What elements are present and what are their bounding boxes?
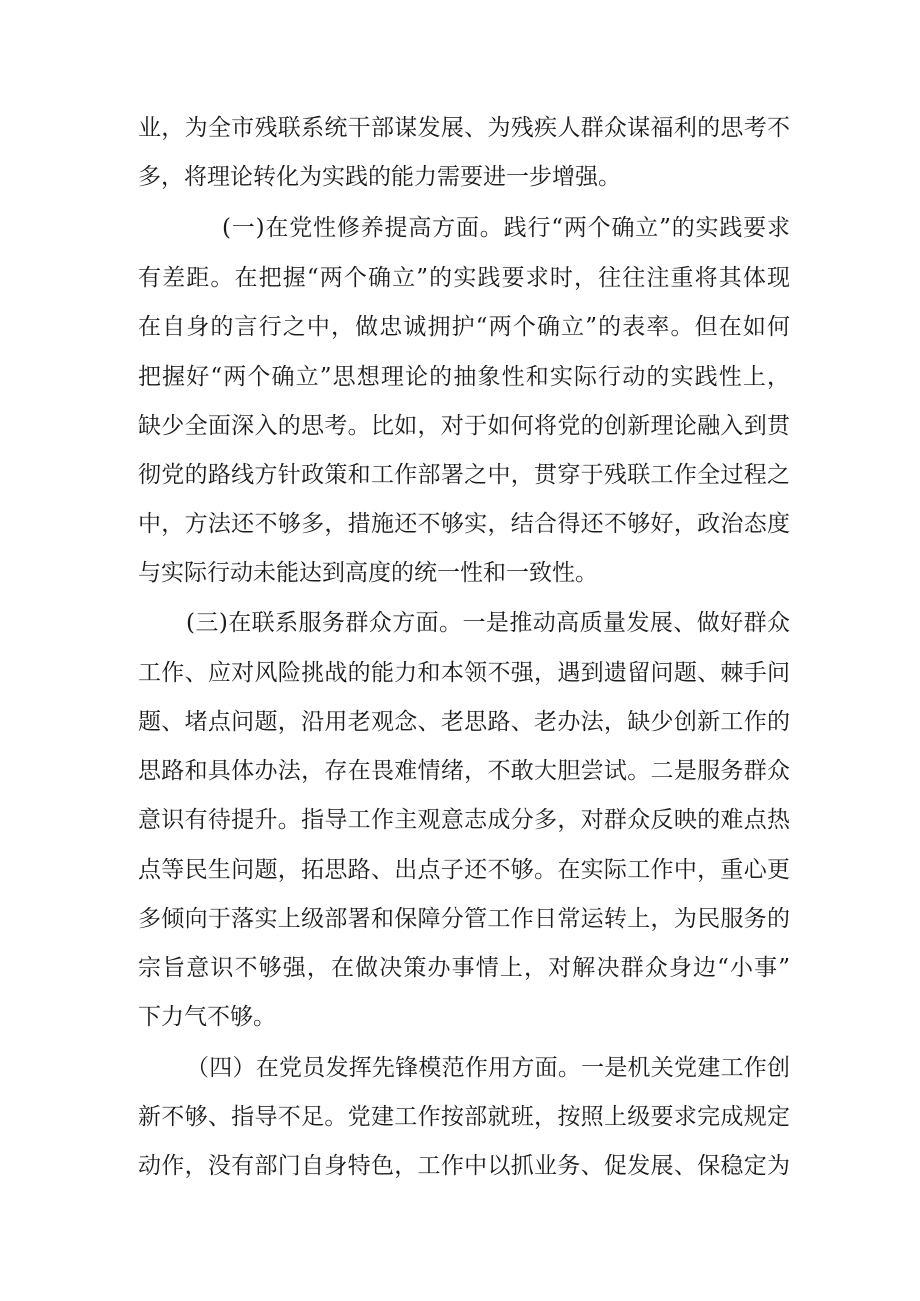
text-line: (三)在联系服务群众方面。一是推动高质量发展、做好群众 — [186, 610, 790, 636]
text-line: 宗旨意识不够强，在做决策办事情上，对解决群众身边“小事” — [138, 955, 790, 981]
text-line: 彻党的路线方针政策和工作部署之中，贯穿于残联工作全过程之 — [138, 462, 790, 488]
text-line: 在自身的言行之中，做忠诚拥护“两个确立”的表率。但在如何 — [138, 314, 790, 340]
text-line: 有差距。在把握“两个确立”的实践要求时，往往注重将其体现 — [138, 265, 790, 291]
text-line: 中，方法还不够多，措施还不够实，结合得还不够好，政治态度 — [138, 511, 790, 537]
text-line: 缺少全面深入的思考。比如，对于如何将党的创新理论融入到贯 — [138, 413, 790, 439]
text-line: 思路和具体办法，存在畏难情绪，不敢大胆尝试。二是服务群众 — [138, 758, 790, 784]
text-line: 业，为全市残联系统干部谋发展、为残疾人群众谋福利的思考不 — [138, 115, 790, 141]
text-line: （四）在党员发挥先锋模范作用方面。一是机关党建工作创 — [186, 1055, 790, 1081]
text-line: 意识有待提升。指导工作主观意志成分多，对群众反映的难点热 — [138, 807, 790, 833]
text-line: 多，将理论转化为实践的能力需要进一步增强。 — [138, 164, 621, 190]
text-line: 下力气不够。 — [138, 1004, 276, 1030]
text-line: 题、堵点问题，沿用老观念、老思路、老办法，缺少创新工作的 — [138, 709, 790, 735]
text-line: 工作、应对风险挑战的能力和本领不强，遇到遗留问题、棘手问 — [138, 660, 790, 686]
text-line: 多倾向于落实上级部署和保障分管工作日常运转上，为民服务的 — [138, 906, 790, 932]
text-line: 把握好“两个确立”思想理论的抽象性和实际行动的实践性上， — [138, 364, 790, 390]
text-line: 与实际行动未能达到高度的统一性和一致性。 — [138, 560, 598, 586]
text-line: (一)在党性修养提高方面。践行“两个确立”的实践要求 — [222, 215, 790, 241]
text-line: 动作，没有部门自身特色，工作中以抓业务、促发展、保稳定为 — [138, 1153, 790, 1179]
text-line: 点等民生问题，拓思路、出点子还不够。在实际工作中，重心更 — [138, 857, 790, 883]
text-line: 新不够、指导不足。党建工作按部就班，按照上级要求完成规定 — [138, 1104, 790, 1130]
